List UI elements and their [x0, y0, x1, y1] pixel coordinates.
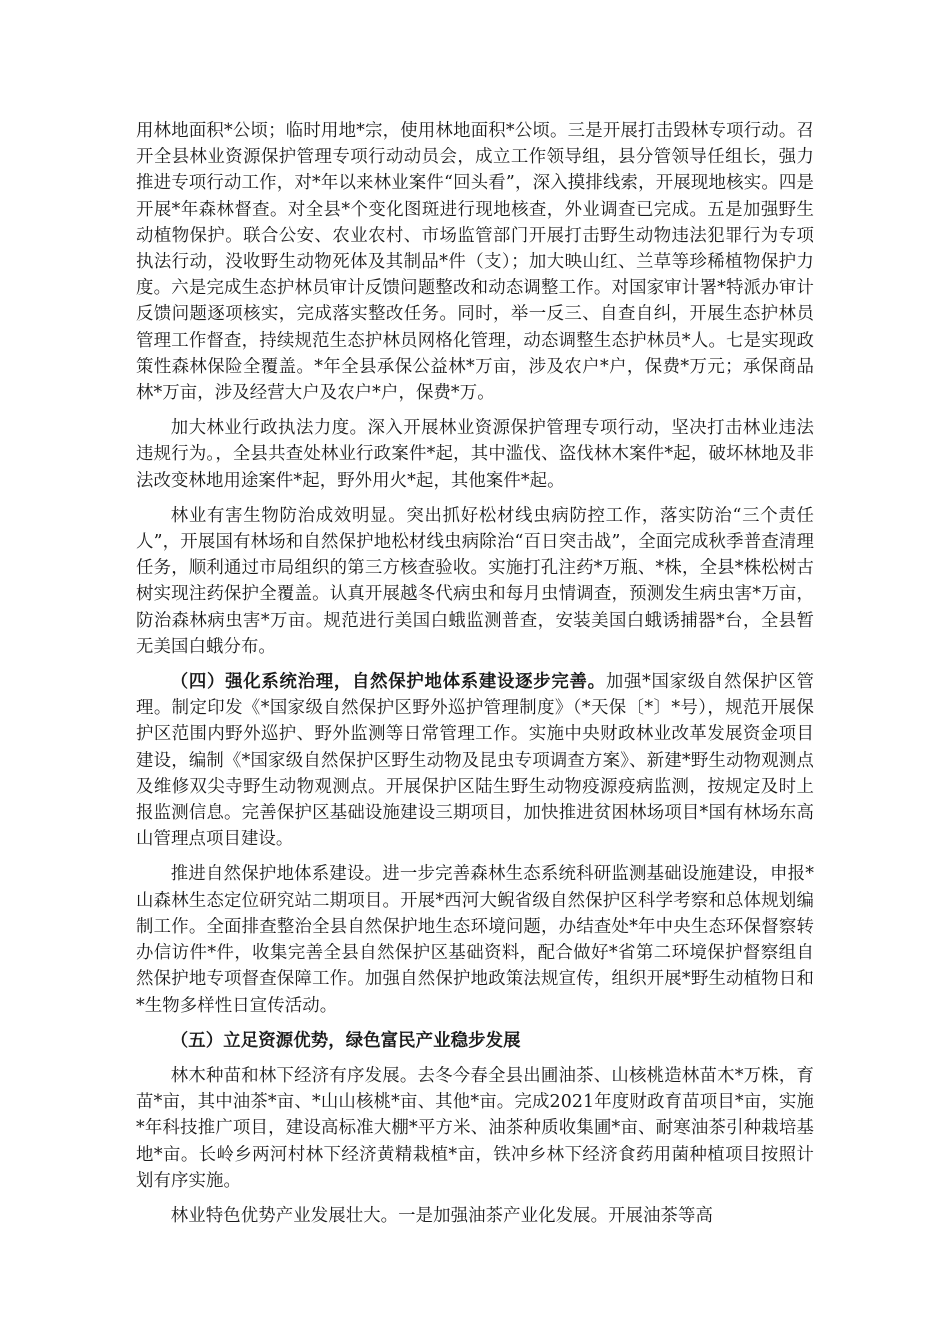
- paragraph-system-governance: [136, 669, 814, 852]
- paragraph-characteristic-industry: 林业特色优势产业发展壮大。一是加强油茶产业化发展。开展油茶等高: [170, 1205, 714, 1226]
- section-heading-5: （五）立足资源优势，绿色富民产业稳步发展: [170, 1030, 521, 1051]
- section-heading-4: （四）强化系统治理，自然保护地体系建设逐步完善。: [170, 672, 606, 693]
- paragraph-pest-control: 林业有害生物防治成效明显。突出抓好松材线虫病防控工作，落实防治“三个责任人”，开展国有林场和自然保护地松材线虫病除治“百日突击战”，全面完成秋季普查清理任务，顺利通过市局组织的第三方核查验收。实施打孔注药*万瓶、*株，全县*株松树古树实现注药保护全覆盖。认真开展越冬代病虫和每月虫情调查，预测发生病虫害*万亩，防治森林病虫害*万亩。规范进行美国白蛾监测普查，安装美国白蛾诱捕器*台，全县暂无美国白蛾分布。: [136, 505, 814, 657]
- document-body: [136, 118, 814, 1238]
- paragraph-protected-area-system: 推进自然保护地体系建设。进一步完善森林生态系统科研监测基础设施建设，申报*山森林生态定位研究站二期项目。开展*西河大鲵省级自然保护区科学考察和总体规划编制工作。全面排查整治全县自然保护地生态环境问题，办结查处*年中央生态环保督察转办信访件*件，收集完善全县自然保护区基础资料，配合做好*省第二环境保护督察组自然保护地专项督查保障工作。加强自然保护地政策法规宣传，组织开展*野生动植物日和*生物多样性日宣传活动。: [136, 864, 814, 1016]
- paragraph-system-governance-body: 加强*国家级自然保护区管理。制定印发《*国家级自然保护区野外巡护管理制度》（*天保〔*〕*号），规范开展保护区范围内野外巡护、野外监测等日常管理工作。实施中央财政林业改革发展资金项目建设，编制《*国家级自然保护区野生动物及昆虫专项调查方案》、新建*野生动物观测点及维修双尖寺野生动物观测点。开展保护区陆生野生动物疫源疫病监测，按规定及时上报监测信息。完善保护区基础设施建设三期项目，加快推进贫困林场项目*国有林场东高山管理点项目建设。: [136, 672, 814, 850]
- paragraph-law-enforcement: 加大林业行政执法力度。深入开展林业资源保护管理专项行动，坚决打击林业违法违规行为。，全县共查处林业行政案件*起，其中滥伐、盗伐林木案件*起，破坏林地及非法改变林地用途案件*起，野外用火*起，其他案件*起。: [136, 418, 814, 491]
- paragraph-forest-land-and-protection: 用林地面积*公顷；临时用地*宗，使用林地面积*公顷。三是开展打击毁林专项行动。召开全县林业资源保护管理专项行动动员会，成立工作领导组，县分管领导任组长，强力推进专项行动工作，对*年以来林业案件“回头看”，深入摸排线索，开展现地核实。四是开展*年森林督查。对全县*个变化图斑进行现地核查，外业调查已完成。五是加强野生动植物保护。联合公安、农业农村、市场监管部门开展打击野生动物违法犯罪行为专项执法行动，没收野生动物死体及其制品*件（支）；加大映山红、兰草等珍稀植物保护力度。六是完成生态护林员审计反馈问题整改和动态调整工作。对国家审计署*特派办审计反馈问题逐项核实，完成落实整改任务。同时，举一反三、自查自纠，开展生态护林员管理工作督查，持续规范生态护林员网格化管理，动态调整生态护林员*人。七是实现政策性森林保险全覆盖。*年全县承保公益林*万亩，涉及农户*户，保费*万元；承保商品林*万亩，涉及经营大户及农户*户，保费*万。: [136, 121, 814, 404]
- paragraph-seedlings-understory-economy: 林木种苗和林下经济有序发展。去冬今春全县出圃油茶、山核桃造林苗木*万株，育苗*亩，其中油茶*亩、*山山核桃*亩、其他*亩。完成2021年度财政育苗项目*亩，实施*年科技推广项目，建设高标准大棚*平方米、油茶种质收集圃*亩、耐寒油茶引种栽培基地*亩。长岭乡两河村林下经济黄精栽植*亩，铁冲乡林下经济食药用菌种植项目按照计划有序实施。: [136, 1065, 814, 1191]
